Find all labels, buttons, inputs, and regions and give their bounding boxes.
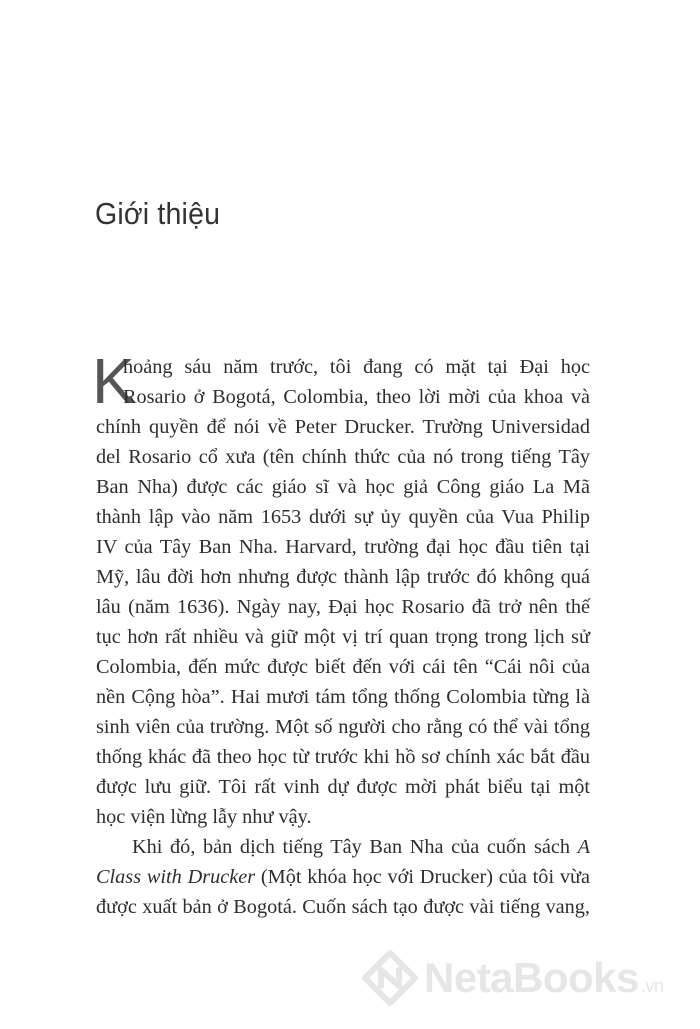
paragraph-line: hoảng sáu năm trước, tôi đang có mặt tại Đại học bbox=[123, 356, 590, 378]
paragraph-line: del Rosario cổ xưa (tên chính thức của nó trong tiếng Tây bbox=[96, 446, 590, 468]
chapter-title: Giới thiệu bbox=[95, 196, 221, 231]
paragraph-line: thành lập vào năm 1653 dưới sự ủy quyền của Vua Philip bbox=[96, 506, 590, 528]
paragraph-line: thống khác đã theo học từ trước khi hồ sơ chính xác bắt đầu bbox=[96, 746, 590, 768]
paragraph-line: IV của Tây Ban Nha. Harvard, trường đại học đầu tiên tại bbox=[96, 536, 590, 558]
paragraph-2 bbox=[96, 832, 590, 922]
paragraph-line: được lưu giữ. Tôi rất vinh dự được mời phát biểu tại một bbox=[96, 776, 590, 798]
book-title-italic: Class with Drucker bbox=[96, 866, 256, 888]
paragraph-text: (Một khóa học với Drucker) của tôi vừa bbox=[255, 866, 590, 888]
paragraph-line: được xuất bản ở Bogotá. Cuốn sách tạo được vài tiếng vang, bbox=[96, 896, 590, 918]
watermark-text bbox=[424, 954, 663, 1002]
netabooks-logo-icon bbox=[362, 950, 418, 1006]
paragraph-line: sinh viên của trường. Một số người cho rằng có thể vài tổng bbox=[96, 716, 590, 738]
paragraph-line: chính quyền để nói về Peter Drucker. Trường Universidad bbox=[96, 416, 590, 438]
watermark bbox=[362, 950, 692, 1010]
paragraph-line: tục hơn rất nhiều và giữ một vị trí quan trọng trong lịch sử bbox=[96, 626, 590, 648]
paragraph-line: Rosario ở Bogotá, Colombia, theo lời mời của khoa và bbox=[123, 386, 590, 408]
paragraph-text: Khi đó, bản dịch tiếng Tây Ban Nha của cuốn sách bbox=[132, 836, 578, 858]
paragraph-line: học viện lừng lẫy như vậy. bbox=[96, 806, 312, 828]
book-title-italic: A bbox=[577, 836, 590, 858]
paragraph-line bbox=[96, 832, 590, 862]
body-text bbox=[96, 352, 590, 922]
paragraph-line: Colombia, đến mức được biết đến với cái tên “Cái nôi của bbox=[96, 656, 590, 678]
drop-cap-letter: K bbox=[92, 345, 135, 417]
watermark-suffix: .vn bbox=[640, 976, 664, 996]
watermark-brand: NetaBooks bbox=[424, 954, 639, 1001]
paragraph-line: nền Cộng hòa”. Hai mươi tám tổng thống Colombia từng là bbox=[96, 686, 590, 708]
paragraph-1 bbox=[96, 352, 590, 832]
paragraph-line: Mỹ, lâu đời hơn nhưng được thành lập trước đó không quá bbox=[96, 566, 590, 588]
paragraph-line: Ban Nha) được các giáo sĩ và học giả Công giáo La Mã bbox=[96, 476, 590, 498]
paragraph-line bbox=[96, 862, 590, 892]
paragraph-line: lâu (năm 1636). Ngày nay, Đại học Rosario đã trở nên thế bbox=[96, 596, 590, 618]
